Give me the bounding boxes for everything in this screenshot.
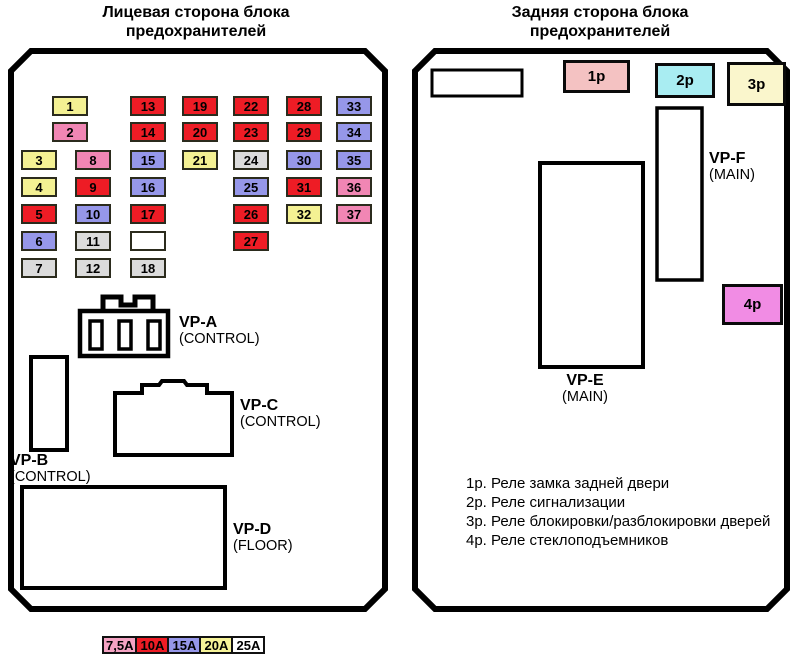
fuse-30: 30 <box>286 150 322 170</box>
fuse-28: 28 <box>286 96 322 116</box>
vp-b-connector-body <box>31 357 67 450</box>
fuse-22: 22 <box>233 96 269 116</box>
fuse-9: 9 <box>75 177 111 197</box>
fuse-10: 10 <box>75 204 111 224</box>
fuse-8: 8 <box>75 150 111 170</box>
relay-2p: 2p <box>655 63 715 98</box>
vp-a-slot-2 <box>119 321 131 349</box>
fuse-7: 7 <box>21 258 57 278</box>
fuse-24: 24 <box>233 150 269 170</box>
vp-f-sub: (MAIN) <box>709 167 755 183</box>
legend-10A: 10A <box>135 636 169 654</box>
fuse-blank <box>130 231 166 251</box>
vp-c-label <box>240 397 321 430</box>
vp-f-connector-body <box>657 108 702 280</box>
fuse-25: 25 <box>233 177 269 197</box>
front-title-line1: Лицевая сторона блока <box>102 4 290 21</box>
vp-b-sub: (CONTROL) <box>10 469 91 485</box>
fuse-15: 15 <box>130 150 166 170</box>
vp-e-connector-body <box>540 163 643 367</box>
fuse-35: 35 <box>336 150 372 170</box>
vp-a-name: VP-A <box>179 314 218 331</box>
fuse-1: 1 <box>52 96 88 116</box>
fuse-23: 23 <box>233 122 269 142</box>
fuse-13: 13 <box>130 96 166 116</box>
front-side-title <box>60 3 332 41</box>
fuse-6: 6 <box>21 231 57 251</box>
fuse-36: 36 <box>336 177 372 197</box>
legend-15A: 15A <box>167 636 201 654</box>
fuse-12: 12 <box>75 258 111 278</box>
vp-e-label <box>530 372 640 405</box>
fuse-20: 20 <box>182 122 218 142</box>
fuse-4: 4 <box>21 177 57 197</box>
vp-f-label <box>709 150 755 183</box>
relay-note-line: 1р. Реле замка задней двери <box>466 475 670 492</box>
fuse-33: 33 <box>336 96 372 116</box>
fuse-32: 32 <box>286 204 322 224</box>
fuse-5: 5 <box>21 204 57 224</box>
relay-note-line: 2р. Реле сигнализации <box>466 494 626 511</box>
vp-b-label <box>10 452 91 485</box>
vp-c-sub: (CONTROL) <box>240 414 321 430</box>
back-side-title <box>462 3 738 41</box>
back-title-line2: предохранителей <box>529 23 671 40</box>
relay-4p: 4p <box>722 284 783 325</box>
relay-notes <box>466 474 770 550</box>
fuse-29: 29 <box>286 122 322 142</box>
fuse-18: 18 <box>130 258 166 278</box>
fuse-19: 19 <box>182 96 218 116</box>
legend-7,5A: 7,5A <box>102 636 137 654</box>
amperage-legend <box>104 636 265 654</box>
relay-3p: 3p <box>727 62 786 106</box>
vp-c-name: VP-C <box>240 397 279 414</box>
fuse-16: 16 <box>130 177 166 197</box>
legend-25A: 25A <box>231 636 265 654</box>
relay-note-line: 3р. Реле блокировки/разблокировки дверей <box>466 513 771 530</box>
vp-a-sub: (CONTROL) <box>179 331 260 347</box>
front-title-line2: предохранителей <box>125 23 267 40</box>
fuse-21: 21 <box>182 150 218 170</box>
fuse-34: 34 <box>336 122 372 142</box>
vp-d-name: VP-D <box>233 521 272 538</box>
vp-c-connector-body <box>115 381 232 455</box>
vp-d-label <box>233 521 293 554</box>
legend-20A: 20A <box>199 636 233 654</box>
vp-e-sub: (MAIN) <box>562 389 608 405</box>
vp-a-label <box>179 314 260 347</box>
fuse-37: 37 <box>336 204 372 224</box>
vp-a-slot-3 <box>148 321 160 349</box>
vp-b-name: VP-B <box>10 452 49 469</box>
relay-1p: 1p <box>563 60 630 93</box>
fuse-31: 31 <box>286 177 322 197</box>
relay-note-line: 4р. Реле стеклоподъемников <box>466 532 669 549</box>
vp-f-name: VP-F <box>709 150 746 167</box>
vp-e-name: VP-E <box>566 372 604 389</box>
fuse-2: 2 <box>52 122 88 142</box>
fuse-17: 17 <box>130 204 166 224</box>
back-title-line1: Задняя сторона блока <box>511 4 689 21</box>
vp-d-connector-body <box>22 487 225 588</box>
fuse-14: 14 <box>130 122 166 142</box>
fuse-26: 26 <box>233 204 269 224</box>
back-unlabeled-connector <box>432 70 522 96</box>
vp-a-slot-1 <box>90 321 102 349</box>
fuse-3: 3 <box>21 150 57 170</box>
fuse-27: 27 <box>233 231 269 251</box>
fuse-11: 11 <box>75 231 111 251</box>
vp-d-sub: (FLOOR) <box>233 538 293 554</box>
